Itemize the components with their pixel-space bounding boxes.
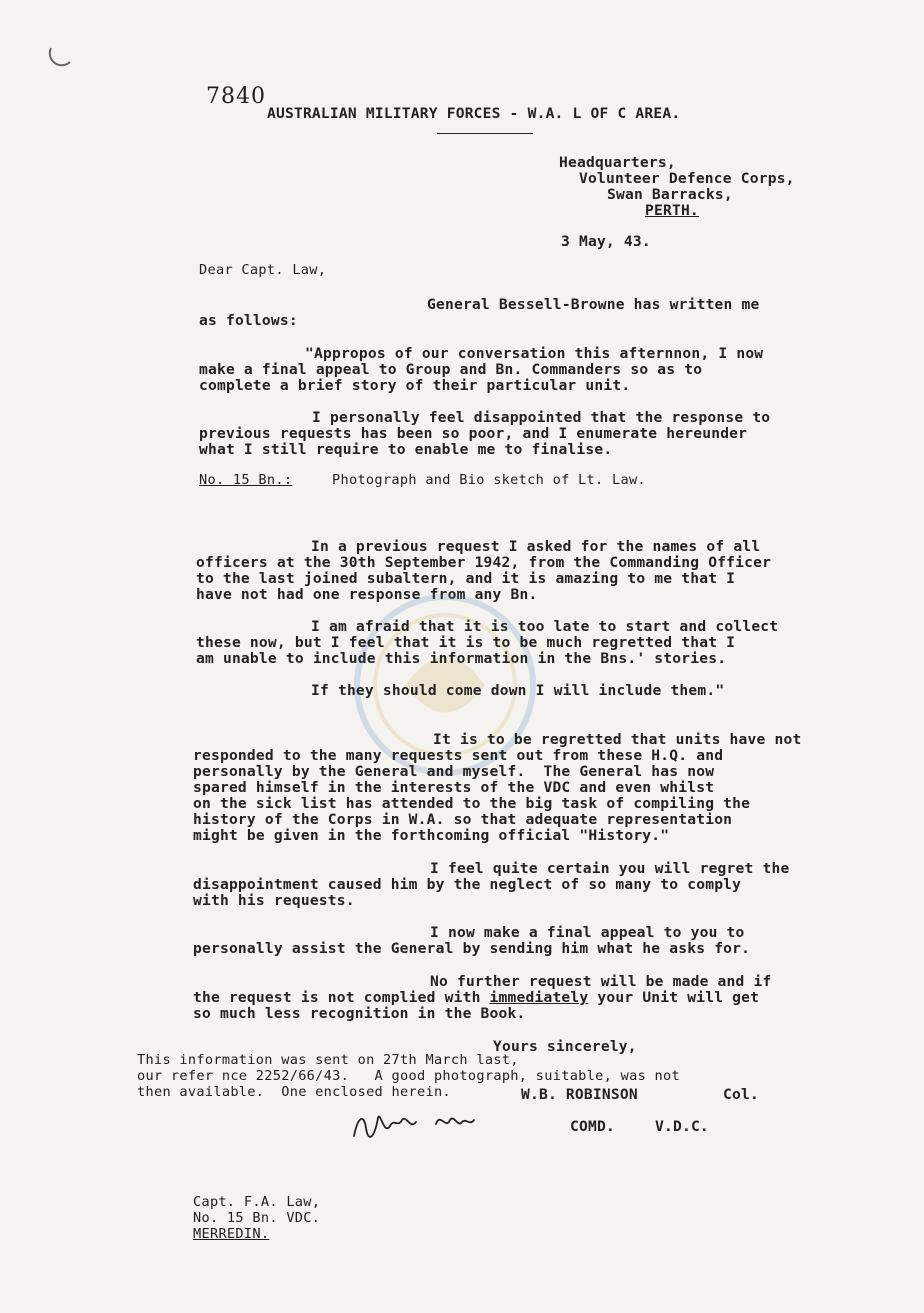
text-line: have not had one response from any Bn. [196,586,538,603]
text-line: what I still require to enable me to finalise. [199,441,613,458]
annotation-line: then available. One enclosed herein. [137,1084,451,1100]
quote-closing-line: If they should come down I will include them." [311,682,725,699]
text-line: with his requests. [193,892,355,909]
text-line: It is to be regretted that units have not [433,731,802,748]
text-line: am unable to include this information in the Bns.' stories. [196,650,727,667]
salutation: Dear Capt. Law, [199,262,327,278]
text-line: previous requests has been so poor, and I enumerate hereunder [199,425,748,442]
text-line: complete a brief story of their particular unit. [199,377,631,394]
text-line: personally assist the General by sending him what he asks for. [193,940,751,957]
unit-request: Photograph and Bio sketch of Lt. Law. [332,472,646,488]
recipient-line: MERREDIN. [193,1226,270,1242]
text-line: so much less recognition in the Book. [193,1005,526,1022]
text-line: "Appropos of our conversation this afternnon, I now [305,345,764,362]
text-line: spared himself in the interests of the VDC and even whilst [193,779,715,796]
text-line: officers at the 30th September 1942, from the Commanding Officer [196,554,772,571]
reference-number: 7840 [206,84,266,109]
text-line: responded to the many requests sent out from these H.Q. and [193,747,724,764]
address-line: Headquarters, [559,154,676,171]
annotation-line: our refer nce 2252/66/43. A good photograph, suitable, was not [137,1068,680,1084]
signatory-title: COMD. [570,1118,615,1135]
text-line: In a previous request I asked for the names of all [311,538,761,555]
address-line: Volunteer Defence Corps, [579,170,795,187]
handwritten-signature-icon [350,1106,480,1146]
address-line: PERTH. [645,202,699,219]
unit-label: No. 15 Bn.: [199,472,293,488]
text-segment: the request is not complied with [193,989,490,1006]
text-line: No further request will be made and if [430,973,772,990]
text-line: might be given in the forthcoming official "History." [193,827,670,844]
signatory-rank: Col. [723,1086,759,1103]
annotation-line: This information was sent on 27th March last, [137,1052,519,1068]
emphasis-immediately: immediately [489,989,589,1006]
heading-rule [437,133,533,134]
text-line: these now, but I feel that it is to be much regretted that I [196,634,736,651]
text-line: personally by the General and myself. The General has now [193,763,715,780]
signatory-unit: V.D.C. [655,1118,709,1135]
recipient-line: No. 15 Bn. VDC. [193,1210,321,1226]
text-line: history of the Corps in W.A. so that adequate representation [193,811,733,828]
text-line: on the sick list has attended to the big task of compiling the [193,795,751,812]
text-segment: your Unit will get [588,989,760,1006]
letterhead-title: AUSTRALIAN MILITARY FORCES - W.A. L OF C AREA. [267,105,681,122]
letter-date: 3 May, 43. [561,233,651,250]
punch-hole-icon [48,42,74,68]
text-line: disappointment caused him by the neglect of so many to comply [193,876,742,893]
text-line: I am afraid that it is too late to start and collect [311,618,779,635]
text-line: I feel quite certain you will regret the [430,860,790,877]
closing: Yours sincerely, [493,1038,637,1055]
text-line: I personally feel disappointed that the response to [312,409,771,426]
recipient-line: Capt. F.A. Law, [193,1194,321,1210]
text-line: make a final appeal to Group and Bn. Commanders so as to [199,361,703,378]
intro-text: General Bessell-Browne has written me [427,296,760,313]
text-line [193,989,759,1006]
text-line: to the last joined subaltern, and it is amazing to me that I [196,570,736,587]
text-line: I now make a final appeal to you to [430,924,745,941]
intro-text: as follows: [199,312,298,329]
address-line: Swan Barracks, [607,186,733,203]
signatory-name: W.B. ROBINSON [521,1086,638,1103]
